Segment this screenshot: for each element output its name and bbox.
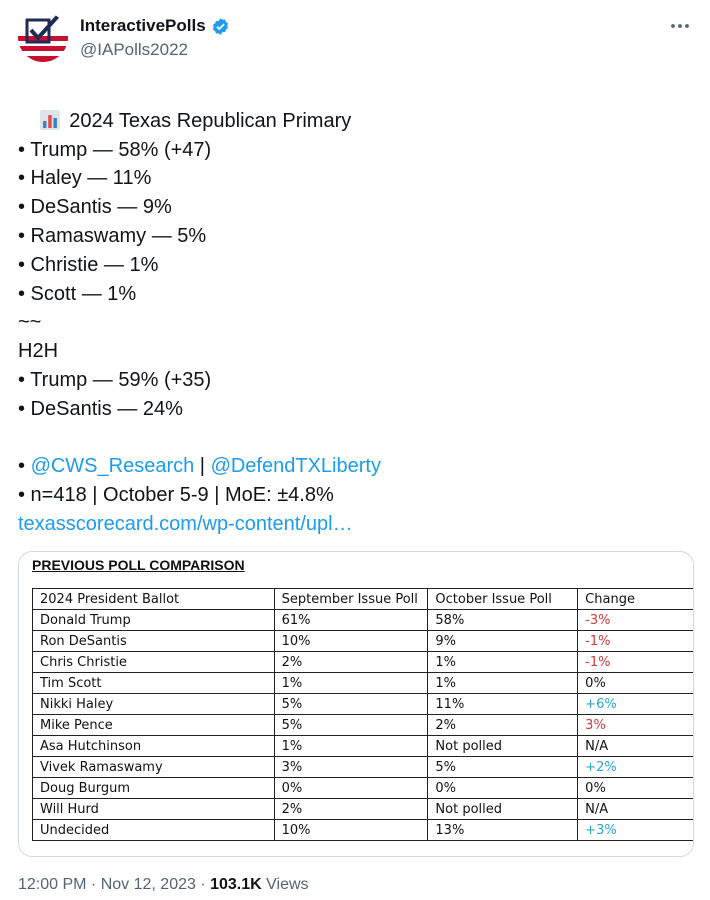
change-cell: 0% [578,673,694,694]
change-cell: +3% [578,820,694,841]
verified-badge-icon [211,17,230,36]
october-cell: 9% [428,631,578,652]
handle[interactable]: @IAPolls2022 [80,40,188,59]
september-cell: 1% [274,736,428,757]
media-card[interactable] [18,551,694,857]
h2h-line: • Trump — 59% (+35) [18,368,212,391]
candidate-cell: Vivek Ramaswamy [33,757,275,778]
candidate-cell: Nikki Haley [33,694,275,715]
october-cell: Not polled [428,736,578,757]
change-cell: +2% [578,757,694,778]
table-row [33,610,695,631]
september-cell: 10% [274,820,428,841]
october-cell: 1% [428,673,578,694]
table-row [33,778,695,799]
mention-cws-research[interactable]: @CWS_Research [30,455,195,478]
october-cell: Not polled [428,799,578,820]
timestamp[interactable]: 12:00 PM · Nov 12, 2023 · [18,876,211,893]
table-row [33,673,695,694]
september-cell: 5% [274,715,428,736]
source-link[interactable]: texasscorecard.com/wp-content/upl… [18,512,353,535]
table-row [33,694,695,715]
header-cell: October Issue Poll [428,589,578,610]
header-cell: Change [578,589,694,610]
october-cell: 1% [428,652,578,673]
september-cell: 10% [274,631,428,652]
table-row [33,799,695,820]
table-row [33,820,695,841]
header-cell: 2024 President Ballot [33,589,275,610]
avatar[interactable] [18,12,68,62]
tweet-text [18,78,692,539]
primary-line: • Haley — 11% [18,167,152,190]
candidate-cell: Doug Burgum [33,778,275,799]
change-cell: N/A [578,736,694,757]
primary-line: • Ramaswamy — 5% [18,224,207,247]
october-cell: 13% [428,820,578,841]
table-row [33,631,695,652]
change-cell: -1% [578,631,694,652]
primary-line: • DeSantis — 9% [18,196,172,219]
september-cell: 61% [274,610,428,631]
table-row [33,715,695,736]
candidate-cell: Undecided [33,820,275,841]
header-cell: September Issue Poll [274,589,428,610]
september-cell: 2% [274,799,428,820]
table-row [33,736,695,757]
table-row [33,652,695,673]
september-cell: 0% [274,778,428,799]
card-title: PREVIOUS POLL COMPARISON [32,557,245,573]
primary-line: • Christie — 1% [18,253,159,276]
candidate-cell: Chris Christie [33,652,275,673]
october-cell: 5% [428,757,578,778]
candidate-cell: Ron DeSantis [33,631,275,652]
primary-line: • Trump — 58% (+47) [18,138,212,161]
comparison-table [32,588,694,841]
september-cell: 3% [274,757,428,778]
candidate-cell: Tim Scott [33,673,275,694]
october-cell: 11% [428,694,578,715]
tweet-header [18,12,692,68]
display-name[interactable]: InteractivePolls [80,16,206,35]
change-cell: +6% [578,694,694,715]
h2h-line: • DeSantis — 24% [18,397,183,420]
separator: ~~ [18,311,42,334]
september-cell: 1% [274,673,428,694]
checkbox-flag-logo-icon [18,12,68,62]
primary-line: • Scott — 1% [18,282,137,305]
change-cell: -1% [578,652,694,673]
bar-chart-icon [40,110,60,130]
poll-meta-line: • n=418 | October 5-9 | MoE: ±4.8% [18,484,334,507]
mentions-line: • @CWS_Research | @DefendTXLiberty [18,455,381,478]
change-cell: -3% [578,610,694,631]
october-cell: 2% [428,715,578,736]
september-cell: 2% [274,652,428,673]
change-cell: 3% [578,715,694,736]
views-label: Views [261,876,309,893]
october-cell: 0% [428,778,578,799]
candidate-cell: Asa Hutchinson [33,736,275,757]
change-cell: N/A [578,799,694,820]
tweet-footer [18,876,309,894]
october-cell: 58% [428,610,578,631]
more-options-icon[interactable] [668,16,692,36]
h2h-label: H2H [18,340,59,363]
candidate-cell: Mike Pence [33,715,275,736]
candidate-cell: Will Hurd [33,799,275,820]
table-header-row [33,589,695,610]
mention-defendtxliberty[interactable]: @DefendTXLiberty [210,455,381,478]
table-row [33,757,695,778]
views-count: 103.1K [210,876,262,893]
september-cell: 5% [274,694,428,715]
candidate-cell: Donald Trump [33,610,275,631]
tweet-title-line: 2024 Texas Republican Primary [18,78,692,107]
change-cell: 0% [578,778,694,799]
